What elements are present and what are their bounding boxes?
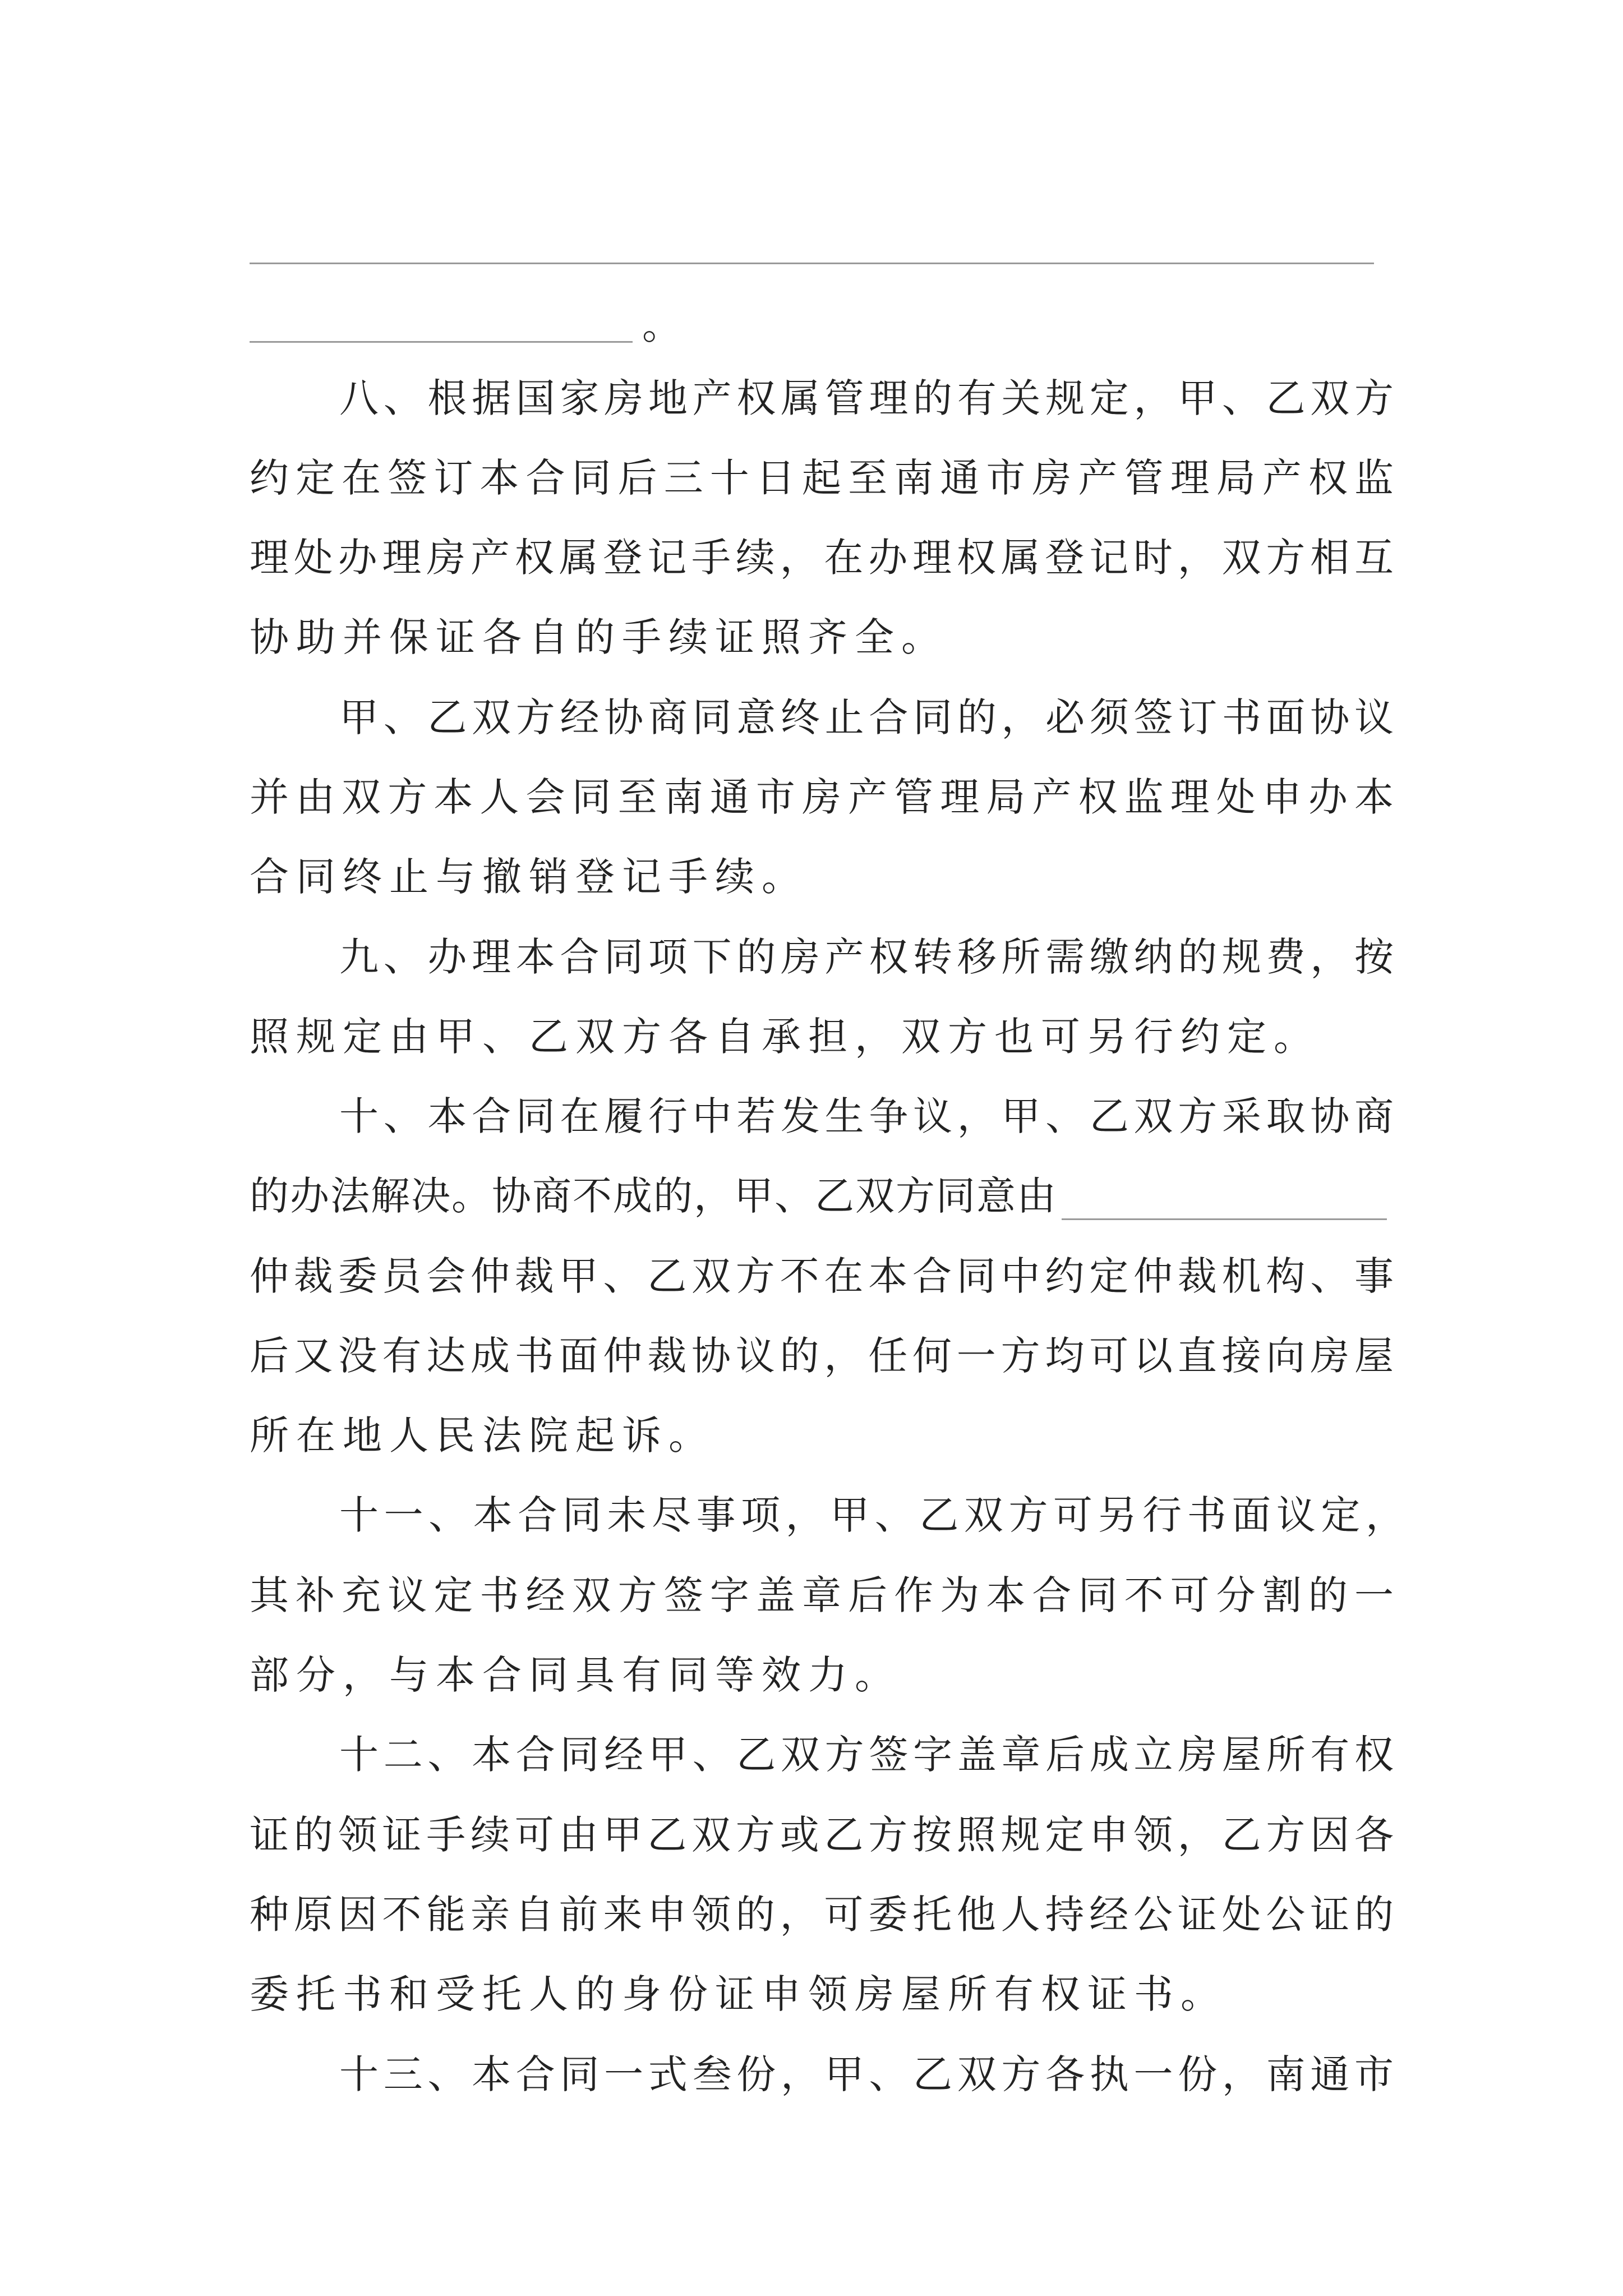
clause-12-line-3: 种原因不能亲自前来申领的，可委托他人持经公证处公证的 bbox=[250, 1892, 1394, 1938]
clause-8-line-1: 八、根据国家房地产权属管理的有关规定，甲、乙双方 bbox=[339, 375, 1394, 421]
blank-line-tail: 。 bbox=[642, 302, 681, 348]
clause-8b-line-2: 并由双方本人会同至南通市房产管理局产权监理处申办本 bbox=[250, 774, 1394, 820]
clause-8b-line-1: 甲、乙双方经协商同意终止合同的，必须签订书面协议 bbox=[339, 694, 1394, 740]
clause-12-line-1: 十二、本合同经甲、乙双方签字盖章后成立房屋所有权 bbox=[339, 1732, 1394, 1778]
blank-line-second bbox=[250, 341, 633, 343]
clause-8-line-4: 协助并保证各自的手续证照齐全。 bbox=[250, 614, 948, 660]
arbitration-body-blank bbox=[1062, 1218, 1387, 1220]
clause-11-line-1: 十一、本合同未尽事项，甲、乙双方可另行书面议定， bbox=[339, 1492, 1405, 1538]
clause-10-line-4: 后又没有达成书面仲裁协议的，任何一方均可以直接向房屋 bbox=[250, 1333, 1394, 1379]
clause-8b-line-3: 合同终止与撤销登记手续。 bbox=[250, 854, 808, 900]
clause-10-line-1: 十、本合同在履行中若发生争议，甲、乙双方采取协商 bbox=[339, 1093, 1394, 1139]
clause-9-line-2: 照规定由甲、乙双方各自承担，双方也可另行约定。 bbox=[250, 1014, 1320, 1060]
clause-11-line-2: 其补充议定书经双方签字盖章后作为本合同不可分割的一 bbox=[250, 1572, 1394, 1618]
clause-9-line-1: 九、办理本合同项下的房产权转移所需缴纳的规费，按 bbox=[339, 934, 1394, 980]
blank-line-top bbox=[250, 263, 1374, 264]
clause-13-line-1: 十三、本合同一式叁份，甲、乙双方各执一份，南通市 bbox=[339, 2051, 1394, 2097]
clause-8-line-3: 理处办理房产权属登记手续，在办理权属登记时，双方相互 bbox=[250, 535, 1394, 581]
clause-12-line-2: 证的领证手续可由甲乙双方或乙方按照规定申领，乙方因各 bbox=[250, 1812, 1394, 1858]
clause-10-line-5: 所在地人民法院起诉。 bbox=[250, 1412, 715, 1458]
clause-10-line-2: 的办法解决。协商不成的，甲、乙双方同意由 bbox=[250, 1173, 1057, 1219]
clause-12-line-4: 委托书和受托人的身份证申领房屋所有权证书。 bbox=[250, 1971, 1227, 2017]
clause-11-line-3: 部分，与本合同具有同等效力。 bbox=[250, 1652, 901, 1698]
clause-10-line-3: 仲裁委员会仲裁甲、乙双方不在本合同中约定仲裁机构、事 bbox=[250, 1253, 1394, 1299]
clause-8-line-2: 约定在签订本合同后三十日起至南通市房产管理局产权监 bbox=[250, 455, 1394, 501]
